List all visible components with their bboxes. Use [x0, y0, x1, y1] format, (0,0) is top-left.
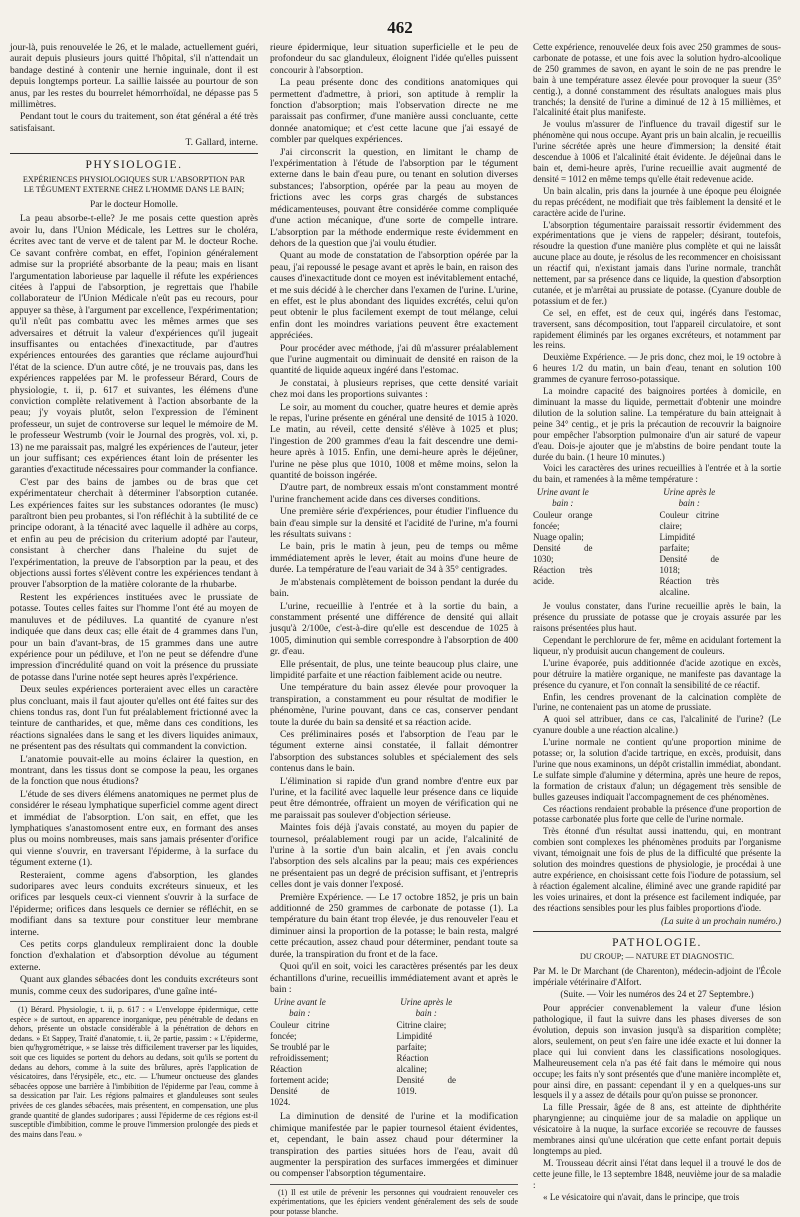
body-paragraph: La diminution de densité de l'urine et la modification chimique manifestée par le papier tournesol étaient évidentes, et, cependant, le bain assez chaud pour déterminer la transpiration des parties situées hors de l'eau, avait dû augmenter la perspiration des surfaces immergées et diminuer ou compenser l'absorption tégumentaire. [270, 1111, 518, 1180]
urine-after-item: Limpidité parfaite; [659, 532, 695, 554]
body-paragraph: Pour apprécier convenablement la valeur d'une lésion pathologique, il faut la suivre dans les phases diverses de son évolution, depuis son invasion jusqu'à sa disparition complète; alors, seulement, on peut s'en faire une idée exacte et lui donner la place qui lui convient dans les classifications nosologiques. Malheureusement cela n'a pas été fait dans le mémoire qui nous occupe; les faits n'y sont présentés que d'une manière incomplète et, pour ainsi dire, en passant: cependant il y en a quelques-uns sur lesquels il y a assez de détails pour qu'on puisse se prononcer. [533, 1003, 781, 1101]
article-byline: Par M. le Dr Marchant (de Charenton), médecin-adjoint de l'École impériale vétérinaire d'Alfort. [533, 966, 781, 988]
body-paragraph: L'urine normale ne contient qu'une proportion minime de potasse; or, la solution d'acide tartrique, en excès, produisit, dans l'urine que nous examinons, un dépôt cristallin immédiat, abondant. Le sulfate simple d'alumine y détermina, après une heure de repos, la formation de cristaux d'alun; un dégagement très sensible de bulles gazeuses indiquait l'accompagnement de ces phénomènes. [533, 737, 781, 802]
urine-after-column [659, 487, 781, 598]
urine-before-item: Densité de 1030; [533, 543, 593, 565]
body-paragraph: Le bain, pris le matin à jeun, peu de temps ou même immédiatement après le lever, était au moins d'une heure de durée. La température de l'eau variait de 34 à 35° centigrades. [270, 541, 518, 576]
urine-before-header: Urine avant le bain : [273, 997, 326, 1019]
body-paragraph: Un bain alcalin, pris dans la journée à une époque peu éloignée du repas précédent, ne modifiait que très faiblement la densité et le caractère acide de l'urine. [533, 185, 781, 218]
to-be-continued: (La suite à un prochain numéro.) [660, 915, 781, 926]
urine-before-item: Densité de 1024. [270, 1086, 330, 1108]
body-paragraph: La peau absorbe-t-elle? Je me posais cette question après avoir lu, dans l'Union Médicale, les Lettres sur le choléra, écrites avec tant de verve et de talent par M. le docteur Roche. Ce savant confrère combat, en effet, l'opinion généralement admise sur la propriété absorbante de la peau; mais en lisant l'argumentation laborieuse par laquelle il réfute les expériences citées à l'appui de l'absorption, je regrettais que l'habile collaborateur de l'Union Médicale n'eût pas eu recours, pour appuyer sa thèse, à l'argument par excellence, l'expérimentation; qu'il n'eût pas combattu avec les mêmes armes que ses adversaires et détruit la valeur d'expériences qu'il jugeait insuffisantes ou entachées d'inexactitude, par d'autres expériences entourées des garanties que réclame aujourd'hui l'état de la science. D'un autre côté, je ne trouvais pas, dans les expériences rappelées par M. le professeur Bérard, Cours de physiologie, t. ii, p. 617 et suivantes, les élémens d'une conviction complète relativement à l'action absorbante de la peau; j'y voyais plutôt, selon l'expression de l'éminent professeur, un sujet de controverse sur lequel le mémoire de M. le professeur Westrumb (voir le Journal des progrès, vol. xi, p. 13) ne me paraissait pas, malgré les expériences de l'auteur, jeter un jour suffisant; ces expériences étant loin de présenter les garanties d'exactitude nécessaires pour commander la confiance. [10, 213, 259, 476]
signature: T. Gallard, interne. [185, 137, 258, 149]
urine-before-item: Réaction fortement acide; [270, 1064, 329, 1086]
section-title-pathologie: PATHOLOGIE. [612, 936, 702, 949]
body-paragraph: Je voulus constater, dans l'urine recueillie après le bain, la présence du prussiate de potasse que je croyais assurée par les raisons présentées plus haut. [533, 601, 781, 634]
body-paragraph: L'urine évaporée, puis additionnée d'acide azotique en excès, pour détruire la matière organique, ne manifeste pas davantage la présence du cyanure, et l'on connaît la sensibilité de ce réactif. [533, 657, 781, 690]
body-paragraph: L'élimination si rapide d'un grand nombre d'entre eux par l'urine, et la facilité avec laquelle leur présence dans ce liquide peut être démontrée, offraient un moyen de vérification qui ne me paraissait pas soulever d'objection sérieuse. [270, 775, 518, 821]
body-paragraph: L'urine, recueillie à l'entrée et à la sortie du bain, a constamment présenté une différence de densité qui allait jusqu'à 2/100e, c'est-à-dire qu'elle est descendue de 1025 à 1005, diminution qui semble correspondre à l'absorption de 400 gr. d'eau. [270, 600, 518, 658]
article-title: EXPÉRIENCES PHYSIOLOGIQUES SUR L'ABSORPTION PAR LE TÉGUMENT EXTERNE CHEZ L'HOMME DANS LE BAIN; [22, 175, 246, 195]
body-paragraph: La moindre capacité des baignoires portées à domicile, en diminuant la masse du liquide, permettait d'obtenir une moindre dilution de la solution saline. La température du bain atteignait à peine 34° centig., et je pris la précaution de recouvrir la baignoire pour empêcher l'absorption pulmonaire d'un air saturé de vapeur d'eau. Dois-je ajouter que je m'abstins de boire pendant toute la durée du bain. (1 heure 10 minutes.) [533, 386, 781, 462]
column-middle [270, 42, 518, 1216]
page-number: 462 [387, 18, 413, 37]
body-paragraph: L'étude de ses divers élémens anatomiques ne permet plus de considérer le réseau lymphatique superficiel comme agent direct et immédiat de l'absorption. L'on sait, en effet, que les lymphatiques s'anastomosent entre eux, en formant des anses plus ou moins nombreuses, mais sans jamais présenter d'orifice qui vienne s'ouvrir, en traversant l'épiderme, à la surface du tégument externe (1). [10, 788, 258, 869]
urine-comparison-table [533, 487, 781, 598]
column-left [10, 42, 259, 1139]
urine-after-item: Densité de 1019. [396, 1075, 457, 1097]
body-paragraph: Une température du bain assez élevée pour provoquer la transpiration, a constamment eu pour résultat de modifier le phénomène, l'urine pouvant, dans ce cas, conserver pendant toute la durée du bain sa densité et sa réaction acide. [270, 682, 518, 728]
body-paragraph: Deuxième Expérience. — Je pris donc, chez moi, le 19 octobre à 6 heures 1/2 du matin, un bain d'eau, tenant en solution 100 grammes de cyanure ferroso-potassique. [533, 352, 781, 385]
body-paragraph: Quoi qu'il en soit, voici les caractères présentés par les deux échantillons d'urine, recueillis immédiatement avant et après le bain : [270, 961, 518, 995]
urine-after-item: Citrine claire; [396, 1020, 447, 1031]
article-byline: Par le docteur Homolle. [90, 199, 178, 210]
body-paragraph: Ce sel, en effet, est de ceux qui, ingérés dans l'estomac, traversent, sans décomposition, tout l'appareil circulatoire, et sont rapidement éliminés par les organes excréteurs, et notamment par les reins. [533, 307, 781, 351]
body-paragraph: Quant aux glandes sébacées dont les conduits excréteurs sont munis, comme ceux des sudoripares, d'une gaîne inté- [10, 974, 258, 997]
body-paragraph: Première Expérience. — Le 17 octobre 1852, je pris un bain additionné de 250 grammes de carbonate de potasse (1). La température du bain étant trop élevée, je dus renouveler l'eau et diminuer ainsi la proportion de la potasse; le bain resta, malgré cette précaution, assez chaud pour déterminer, pendant toute sa durée, la transpiration du front et de la face. [270, 891, 518, 960]
body-paragraph: Pour procéder avec méthode, j'ai dû m'assurer préalablement que l'urine augmentait ou diminuait de densité en raison de la quantité de liquide aqueux ingéré dans l'estomac. [270, 342, 518, 377]
body-paragraph: Ces petits corps glanduleux rempliraient donc la double fonction d'exhalation et d'absorption dévolue au tégument externe. [10, 939, 258, 973]
body-paragraph: A quoi sel attribuer, dans ce cas, l'alcalinité de l'urine? (Le cyanure double a une réaction alcaline.) [533, 714, 781, 736]
footnote: (1) Il est utile de prévenir les personnes qui voudraient renouveler ces expérimentations, que les épiciers vendent généralement des sels de soude pour potasse blanche. [270, 1187, 518, 1216]
body-paragraph: Voici les caractères des urines recueillies à l'entrée et à la sortie du bain, et ramenées à la même température : [533, 463, 781, 485]
section-title-physiologie: PHYSIOLOGIE. [85, 158, 183, 171]
urine-before-header: Urine avant le bain : [536, 487, 589, 509]
body-paragraph: Resteraient, comme agens d'absorption, les glandes sudoripares avec leurs conduits excréteurs sinueux, et les orifices par lesquels ceux-ci viennent s'ouvrir à la surface de l'épiderme; orifices dans lesquels ce dernier se réfléchit, en se modifiant dans sa texture pour constituer leur membrane interne. [10, 869, 258, 938]
urine-before-item: Couleur orange foncée; [533, 510, 593, 532]
body-paragraph: « Le vésicatoire qui n'avait, dans le principe, que trois [543, 1191, 740, 1202]
footnotes [270, 1184, 518, 1217]
urine-after-item: Densité de 1018; [659, 554, 720, 576]
intro-paragraph-2: Pendant tout le cours du traitement, son état général a été très satisfaisant. [10, 111, 258, 134]
urine-before-item: Couleur citrine foncée; [270, 1020, 330, 1042]
urine-after-item: Couleur citrine claire; [659, 510, 720, 532]
continuation-note: (Suite. — Voir les numéros des 24 et 27 Septembre.) [560, 989, 754, 1000]
body-paragraph: L'absorption tégumentaire paraissait ressortir évidemment des expérimentations que je viens de rappeler; désirant, toutefois, résoudre la question d'une manière plus complète et qui ne laissât aucune place au doute, je résolus de les recommencer en choisissant un réactif qui, n'existant jamais dans l'urine normale, tranchât nettement, par sa présence dans ce liquide, la question d'absorption cutanée, et je m'arrêtai au prussiate de potasse. (Cyanure double de potassium et de fer.) [533, 219, 781, 306]
divider [10, 153, 258, 154]
divider [533, 931, 781, 932]
urine-before-item: Se troublé par le refroidissement; [270, 1042, 330, 1064]
article-title: DU CROUP; — NATURE ET DIAGNOSTIC. [579, 952, 735, 962]
body-paragraph: Une première série d'expériences, pour étudier l'influence du bain d'eau simple sur la densité et l'acidité de l'urine, m'a fourni les résultats suivans : [270, 506, 518, 541]
body-paragraph: Ces réactions rendaient probable la présence d'une proportion de potasse carbonatée plus forte que celle de l'urine normale. [533, 803, 781, 825]
footnote: (1) Bérard. Physiologie, t. ii, p. 617 : « L'enveloppe épidermique, cette espèce » de surtout, en apparence inorganique, peu pénétrable de dedans en dehors, présente un obstacle considérable à la pénétration de dehors en dedans. » Et Sappey, Traité d'anatomie, t. ii, 2e partie, passim : « L'épiderme, bien qu'hygrométrique, » se laisse très difficilement traverser par les liquides, soit que ces liquides se portent du dehors au dedans, soit qu'ils se portent du dedans au dehors, comme à la suite des brûlures, après l'application de vésicatoires, dans l'érysipèle, etc., etc. — L'humeur onctueuse des glandes sébacées oppose une barrière à l'imbibition de l'épiderme par l'eau, comme à sa dessication par l'air. Les régions palmaires et glanduleuses sont seules privées de ces glandes sébacées, mais présentent, en compensation, une plus grande quantité de glandes sudoripares ; aussi l'épiderme de ces régions est-il susceptible d'imbibition, comme le prouve l'immersion prolongée des pieds et des mains dans l'eau. » [10, 1005, 258, 1139]
body-paragraph: D'autre part, de nombreux essais m'ont constamment montré l'urine franchement acide dans ces diverses conditions. [270, 482, 518, 505]
footnotes [10, 1001, 258, 1139]
body-paragraph: Elle présentait, de plus, une teinte beaucoup plus claire, une limpidité parfaite et une réaction faiblement acide ou neutre. [270, 658, 518, 681]
urine-before-item: Nuage opalin; [533, 532, 584, 543]
urine-after-column [396, 997, 518, 1108]
body-paragraph: Le soir, au moment du coucher, quatre heures et demie après le repas, l'urine présente en général une densité de 1015 à 1020. Le matin, au réveil, cette densité s'élève à 1025 et plus; l'ingestion de 200 grammes d'eau la fait descendre une demi-heure après à 1015. Enfin, une demi-heure après le déjeûner, l'urine ne pèse plus que 1010, 1008 et même moins, selon la quantité de boisson ingérée. [270, 401, 518, 482]
urine-after-item: Limpidité parfaite; [396, 1031, 432, 1053]
urine-before-column [270, 997, 392, 1108]
body-paragraph: Enfin, les cendres provenant de la calcination complète de l'urine, ne contenaient pas un atome de prussiate. [533, 691, 781, 713]
body-paragraph: Maintes fois déjà j'avais constaté, au moyen du papier de tournesol, préalablement rougi par un acide, l'alcalinité de l'urine à la sortie d'un bain alcalin, et j'en avais conclu l'absorption des sels alcalins par la peau; mais ces expériences ne présentaient pas un degré de précision suffisant, et j'entrepris celles dont je vais donner l'exposé. [270, 822, 518, 891]
body-paragraph: Ces préliminaires posés et l'absorption de l'eau par le tégument externe ainsi constatée, il fallait démontrer l'absorption des substances solubles et spécialement des sels contenus dans le bain. [270, 728, 518, 775]
body-paragraph: Quant au mode de constatation de l'absorption opérée par la peau, j'ai repoussé le pesage avant et après le bain, en raison des causes d'inexactitude dont ce moyen est inévitablement entaché, et me suis décidé à le chercher dans l'examen de l'urine. L'urine, en effet, est le plus abondant des liquides excrétés, celui qu'on peut obtenir le plus facilement exempt de tout mélange, celui enfin dont les moindres variations peuvent être exactement appréciées. [270, 250, 518, 342]
body-paragraph: La fille Pressair, âgée de 8 ans, est atteinte de diphthérite pharyngienne; au cinquième jour de sa maladie on applique un vésicatoire à la nuque, la surface excoriée se recouvre de fausses membranes ainsi qu'une ulcération que cette enfant portait depuis longtemps au pied. [533, 1102, 781, 1156]
urine-before-column [533, 487, 655, 598]
body-paragraph: M. Trousseau décrit ainsi l'état dans lequel il a trouvé le dos de cette jeune fille, le 13 septembre 1848, neuvième jour de sa maladie : [533, 1157, 781, 1190]
intro-paragraph: jour-là, puis renouvelée le 26, et le malade, actuellement guéri, aurait depuis plusieurs jours quitté l'hôpital, s'il n'attendait un bandage destiné à contenir une hernie inguinale, dont il est depuis longtemps porteur. La saillie laissée au pourtour de son anus, par les restes du bourrelet hémorrhoïdal, ne dépasse pas 5 millimètres. [10, 42, 258, 111]
body-paragraph: Je voulus m'assurer de l'influence du travail digestif sur le phénomène qui nous occupe. Ayant pris un bain alcalin, je recueillis l'urine sécrétée après une heure d'immersion; la densité était descendue à 1006 et l'alcalinité était évidente. Je déjeûnai dans le bain et, demi-heure après, l'urine recueillie avait augmenté de densité = 1012 en même temps qu'elle était redevenue acide. [533, 119, 781, 184]
body-paragraph: J'ai circonscrit la question, en limitant le champ de l'expérimentation à l'étude de l'absorption par le tégument externe dans le bain d'eau pure, ou tenant en solution diverses substances; l'absorption, opérée par la peau au moyen de frictions avec les corps gras chargés de substances médicamenteuses, pouvant être considérée comme compliquée d'une action mécanique, d'une sorte de compelle intrare. L'absorption par la méthode endermique reste évidemment en dehors de la question que j'ai voulu étudier. [270, 146, 518, 249]
body-paragraph: Je m'abstenais complètement de boisson pendant la durée du bain. [270, 576, 518, 600]
body-paragraph: Cette expérience, renouvelée deux fois avec 250 grammes de sous-carbonate de potasse, et une fois avec la solution hydro-alcoolique de 250 grammes de savon, en ayant le soin de ne pas prendre le bain à une température assez élevée pour provoquer la sueur (35° centig.), a donné constamment des résultats analogues mais plus tranchés; la densité de l'urine a diminué de 12 à 15 millièmes, et l'alcalinité était plus manifeste. [533, 42, 781, 118]
body-paragraph: La peau présente donc des conditions anatomiques qui permettent d'admettre, à priori, son aptitude à remplir la fonction d'absorption; mais l'observation directe ne me paraissait pas confirmer, d'une manière aussi concluante, cette donnée anatomique; et c'est cette lacune que j'ai essayé de combler par quelques expériences. [270, 77, 518, 146]
urine-after-item: Réaction alcaline; [396, 1053, 429, 1075]
body-paragraph: rieure épidermique, leur situation superficielle et le peu de profondeur du sac glanduleux, éloignent l'idée qu'elles puissent concourir à l'absorption. [270, 42, 518, 76]
body-paragraph: C'est par des bains de jambes ou de bras que cet expérimentateur cherchait à déterminer l'absorption cutanée. Les expériences faites sur les substances odorantes (le musc) paraîtront bien peu probantes, si l'on réfléchit à la subtilité de ce principe odorant, à la ténacité avec laquelle il adhère au corps, et enfin au peu de précision du criterium adopté par l'auteur, consistant à chercher dans l'haleine du sujet de l'expérimentation, la preuve de l'absorption par la peau, et des objections aussi fortes s'élèvent contre les expériences tendant à prouver l'absorption de la matière colorante de la rhubarbe. [10, 476, 258, 591]
urine-after-item: Réaction très alcaline. [659, 576, 720, 598]
urine-before-item: Réaction très acide. [533, 565, 593, 587]
column-right [533, 42, 781, 1202]
body-paragraph: Deux seules expériences porteraient avec elles un caractère plus concluant, mais il faut ajouter qu'elles ont été faites sur des chiens tondus ras, dont l'un fut préalablement frictionné avec la teinture de cantharides, et que, même dans ces conditions, les réactions signalées dans le sang et les divers liquides animaux, ne présentent pas des résultats qui commandent la conviction. [10, 684, 258, 753]
body-paragraph: L'anatomie pouvait-elle au moins éclairer la question, en montrant, dans les tissus dont se compose la peau, les organes de la fonction que nous étudions? [10, 753, 258, 788]
body-paragraph: Cependant le perchlorure de fer, même en acidulant fortement la liqueur, n'y produisit aucun changement de couleurs. [533, 634, 781, 656]
urine-after-header: Urine après le bain : [663, 487, 716, 509]
body-paragraph: Restent les expériences instituées avec le prussiate de potasse. Toutes celles faites sur l'homme l'ont été au moyen de manuluves et de pédiluves. La quantité de cyanure n'est indiquée que dans deux cas; elle était de 4 grammes dans l'un, pour un bain d'avant-bras, de 15 grammes dans une autre expérience pour un pédiluve, et l'on ne peut se défendre d'une impression d'incrédulité quand on voit la présence du prussiate de potasse dans l'urine notée sept heures après l'expérience. [10, 591, 258, 683]
body-paragraph: Très étonné d'un résultat aussi inattendu, qui, en montrant combien sont complexes les phénomènes produits par l'organisme vivant, témoignait une fois de plus de la difficulté que présente la solution des moindres questions de physiologie, je procédai à une autre expérience, en choisissant cette fois l'iodure de potassium, sel à réaction également alcaline, éliminé avec une grande rapidité par les voies urinaires, et dont la présence est facilement indiquée, par des réactions sensibles pour les plus faibles proportions d'iode. [533, 826, 781, 913]
body-paragraph: Je constatai, à plusieurs reprises, que cette densité variait chez moi dans les proportions suivantes : [270, 377, 518, 401]
urine-comparison-table [270, 997, 518, 1108]
urine-after-header: Urine après le bain : [400, 997, 453, 1019]
